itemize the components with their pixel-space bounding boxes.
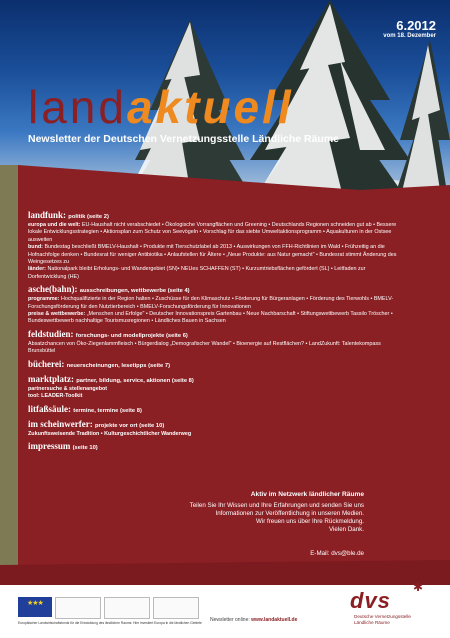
network-info-box bbox=[134, 491, 364, 558]
info-line: Informationen zur Veröffentlichung in unseren Medien. bbox=[215, 510, 364, 517]
toc-row: programme: Hochqualifizierte in der Region halten • Zuschüsse für den Klimaschutz • Förderung für Bürgeranlagen • Förderung des Tierwohls • BMELV-Forschungsförderung für den Nutztierbereich • BMELV-Forschungsförderung für Innovationen bbox=[28, 296, 394, 310]
toc-row: bund: Bundestag beschließt BMELV-Haushalt • Produkte mit Tierschutzlabel ab 2013 • Auswirkungen von FFH-Richtlinien im Wald • Frühzeitig an die Hofnachfolge denken • Bundesrat für weniger Antibiotika • Anlaufstellen für Ältere • „Neue Produkte: aus Natur gemacht" • Bundesrat stimmt Änderung des Weingesetzes zu bbox=[28, 244, 397, 266]
info-line: Teilen Sie Ihr Wissen und Ihre Erfahrungen und senden Sie uns bbox=[189, 502, 364, 509]
info-line: Wir freuen uns über Ihre Rückmeldung. bbox=[256, 518, 364, 525]
dvs-star-icon: ✱ bbox=[413, 580, 424, 594]
newsletter-online bbox=[210, 617, 297, 623]
info-line: Vielen Dank. bbox=[329, 526, 364, 533]
toc-section-title: im scheinwerfer: projekte vor ort (seite 10) bbox=[28, 418, 165, 429]
ministry-logo bbox=[55, 597, 101, 619]
issue-date: vom 18. Dezember bbox=[383, 33, 436, 39]
toc-row: europa und die welt: EU-Haushalt nicht verabschiedet • Ökologische Vorrangflächen und Greening • Deutschlands Regionen schneiden gut ab • Bessere lokale Entwicklungsstrategien • Aktionsplan zum Schutz von Seevögeln • Vorschlag für das siebte Umweltaktionsprogramm • Aquakulturen in der Ostsee ausweiten bbox=[28, 222, 397, 243]
toc-row: tool: LEADER-Toolkit bbox=[28, 393, 83, 400]
toc-row: länder: Nationalpark bleibt Erholungs- und Wandergebiet (SN)• NEUes SCHAFFEN (ST) • Kurzumtriebsflächen gefördert (SL) • Leitfaden zur Dorfentwicklung (HE) bbox=[28, 266, 366, 280]
toc-section-title: marktplatz: partner, bildung, service, aktionen (seite 8) bbox=[28, 373, 194, 384]
toc-section bbox=[28, 441, 398, 453]
contact-email[interactable]: E-Mail: dvs@ble.de bbox=[310, 550, 364, 557]
toc-section bbox=[28, 374, 398, 401]
toc-section bbox=[28, 210, 398, 281]
logos-caption: Europäischer Landwirtschaftsfonds für die Entwicklung des ländlichen Raums: Hier investiert Europa in die ländlichen Gebiete bbox=[18, 621, 202, 625]
newsletter-label: Newsletter online: bbox=[210, 617, 252, 623]
toc-row: preise & wettbewerbe: „Menschen und Erfolge" • Deutscher Innovationspreis Gartenbau • Neue Nachbarschaft • Stiftungswettbewerb Tassilo Tröscher • Bundeswettbewerb nachhaltige Tourismusregionen • Ländliches Bauen in Sachsen bbox=[28, 311, 393, 325]
toc-section-title: bücherei: neuerscheinungen, lesetipps (seite 7) bbox=[28, 358, 171, 369]
info-heading: Aktiv im Netzwerk ländlicher Räume bbox=[250, 491, 364, 498]
toc-section-title: landfunk: politik (seite 2) bbox=[28, 210, 109, 220]
toc-section-title: feldstudien: forschungs- und modellprojekte (seite 6) bbox=[28, 328, 188, 339]
toc-section-title: impressum (seite 10) bbox=[28, 440, 98, 451]
masthead-word-land: land bbox=[28, 81, 127, 133]
toc-section bbox=[28, 329, 398, 356]
masthead-subtitle: Newsletter der Deutschen Vernetzungsstelle Ländliche Räume bbox=[28, 133, 340, 145]
toc-section bbox=[28, 284, 398, 326]
table-of-contents bbox=[28, 210, 398, 456]
toc-section bbox=[28, 404, 398, 416]
toc-section-title: litfaßsäule: termine, termine (seite 8) bbox=[28, 403, 142, 414]
eu-flag-icon: ★★★ bbox=[18, 597, 52, 617]
toc-section bbox=[28, 359, 398, 371]
newsletter-link[interactable]: www.landaktuell.de bbox=[251, 617, 298, 623]
toc-row: partnersuche & stellenangebot bbox=[28, 385, 108, 392]
toc-row: Zukunftsweisende Tradition • Kulturgeschichtlicher Wanderweg bbox=[28, 430, 192, 437]
partner-logos bbox=[18, 597, 199, 619]
dvs-logo: dvs bbox=[350, 588, 391, 613]
toc-row: Absatzchancen von Öko-Ziegenlammfleisch • Bürgerdialog „Demografischer Wandel" • Bioenergie auf Restflächen? • LandZukunft: Talentekompass Brunsbüttel bbox=[28, 340, 381, 355]
issue-number: 6.2012 bbox=[396, 18, 436, 33]
masthead-logo bbox=[28, 81, 294, 133]
masthead-word-aktuell: aktuell bbox=[126, 81, 294, 133]
toc-section bbox=[28, 419, 398, 438]
ble-logo bbox=[104, 597, 150, 619]
toc-section-title: asche(bahn): ausschreibungen, wettbewerbe (seite 4) bbox=[28, 284, 190, 295]
dvs-caption: Deutsche Vernetzungsstelle Ländliche Räume bbox=[354, 614, 411, 625]
agency-logo bbox=[153, 597, 199, 619]
